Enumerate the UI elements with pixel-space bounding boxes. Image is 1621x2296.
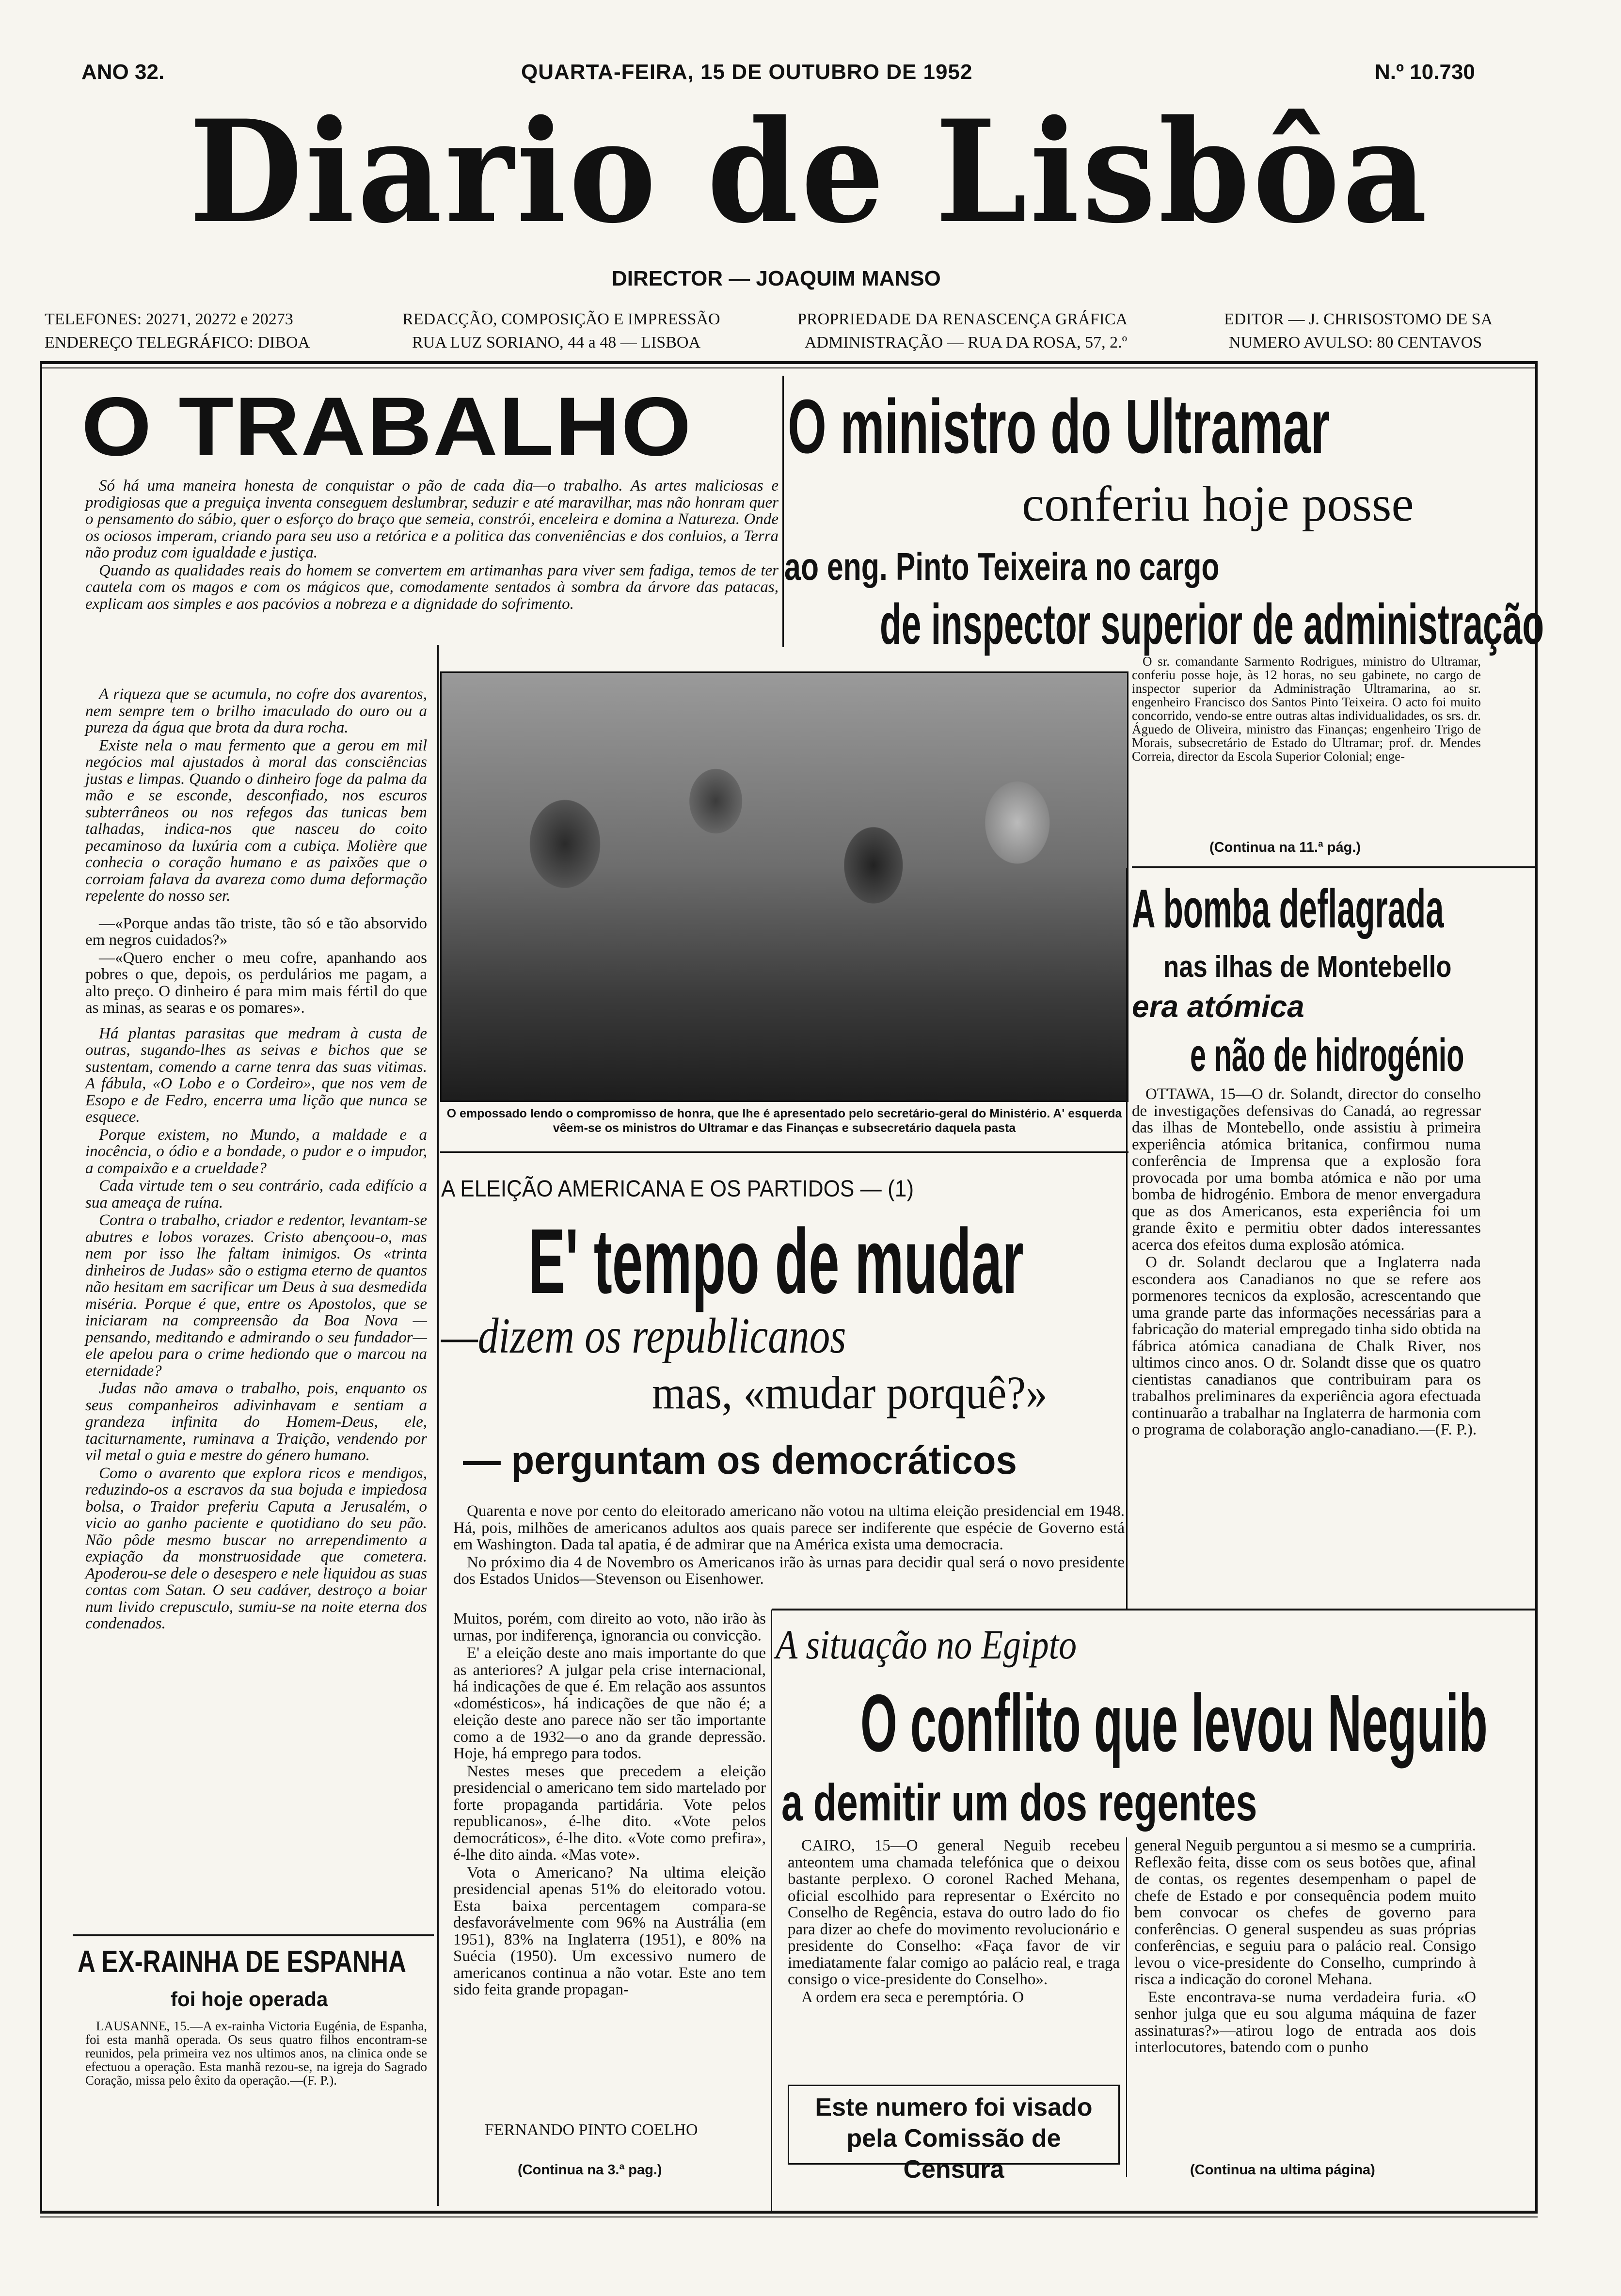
bomba-body bbox=[1132, 1086, 1481, 1439]
trabalho-p4: Existe nela o mau fermento que a gerou em mil negócios mal ajustados à moral das consciências justas e limpas. Quando o dinheiro foge da palma da mão e se esconde, desconfiado, nos escuros subterrâneos ou nos refegos das tunicas bem talhadas, indica-nos que nasceu do coito pecaminoso da luxúria com a cubiça. Molière que conhecia o coração humano e as paixões que o corroiam falava da avareza como duma deformação repelente do nosso ser. bbox=[85, 736, 427, 905]
eleicao-lead bbox=[453, 1503, 1125, 1589]
bomba-h1: A bomba deflagrada bbox=[1132, 878, 1444, 939]
ministro-continua: (Continua na 11.ª pág.) bbox=[1209, 840, 1361, 855]
eleicao-p4: Vota o Americano? Na ultima eleição presidencial apenas 51% do eleitorado votou. Esta baixa percentagem compara-se desfavorávelmente com 96% na Austrália (em 1951), 83% na Inglaterra (1951), e 80% na Suécia (1950). Um excessivo numero de americanos continua a não votar. Este ano tem sido feita grande propagan- bbox=[453, 1864, 766, 1998]
frame-bottom bbox=[40, 2211, 1538, 2214]
eleicao-p1: Muitos, porém, com direito ao voto, não irão às urnas, por indiferença, ignorancia ou convicção. bbox=[453, 1610, 766, 1644]
trabalho-p11: Judas não amava o trabalho, pois, enquanto os seus companheiros adivinhavam e sentiam a grandeza infinita do Homem-Deus, ele, taciturnamente, ruminava a Traição, vendendo por vil metal o guia e mestre do género humano. bbox=[85, 1380, 427, 1464]
eleicao-p3: Nestes meses que precedem a eleição presidencial o americano tem sido martelado por forte propaganda partidária. Vote pelos republicanos», é-lhe dito. «Vote pelos democráticos», é-lhe dito. «Vote como prefira», é-lhe dito ainda. «Mas vote». bbox=[453, 1762, 766, 1864]
frame-top bbox=[40, 361, 1538, 364]
egipto-h1: O conflito que levou Neguib bbox=[860, 1677, 1488, 1769]
eleicao-kicker: A ELEIÇÃO AMERICANA E OS PARTIDOS — (1) bbox=[441, 1176, 914, 1202]
ministro-box-left bbox=[782, 376, 784, 647]
trabalho-p5: —«Porque andas tão triste, tão só e tão absorvido em negros cuidados?» bbox=[85, 914, 427, 949]
eleicao-continua: (Continua na 3.ª pag.) bbox=[518, 2162, 662, 2178]
egipto-col1 bbox=[788, 1837, 1120, 2007]
trabalho-headline: O TRABALHO bbox=[81, 380, 692, 473]
ministro-h1: O ministro do Ultramar bbox=[788, 384, 1330, 469]
ministro-h2: conferiu hoje posse bbox=[1022, 476, 1414, 532]
egipto-h2: a demitir um dos regentes bbox=[781, 1773, 1257, 1832]
ministro-caption: O empossado lendo o compromisso de honra, que lhe é apresentado pelo secretário-geral do Ministério. A' esquerda vêem-se os ministros do Ultramar e das Finanças e subsecretário daquela pasta bbox=[446, 1107, 1122, 1135]
rainha-subhead: foi hoje operada bbox=[171, 1988, 328, 2010]
caption-rule bbox=[440, 1151, 1128, 1153]
trabalho-p10: Contra o trabalho, criador e redentor, levantam-se abutres e lobos vorazes. Cristo abençoou-o, mas nem por isso lhe faltam inimigos. Os «trinta dinheiros de Judas» são o estigma eterno de quantos não hesitam em sacrificar um Deus à sua desmedida miséria. Porque é que, entre os Apostolos, que se iniciaram na compreensão da Boa Nova — pensando, meditando e admirando o seu fundador—ele apelou para o crime hediondo que o marcou na eternidade? bbox=[85, 1212, 427, 1380]
frame-top-2 bbox=[40, 367, 1538, 368]
info-rua-luz: RUA LUZ SORIANO, 44 a 48 — LISBOA bbox=[412, 334, 700, 351]
trabalho-p12: Como o avarento que explora ricos e mendigos, reduzindo-os a escravos da sua bojuda e impiedosa bolsa, o Traidor preferiu Caputa a Jerusalém, o vicio ao ganho paciente e quotidiano do seu pão. Não pôde mesmo buscar no arrependimento a expiação da monstruosidade que cometera. Apoderou-se dele o desespero e nele liquidou as suas contas com Satan. O seu cadáver, destroço a boiar num livido crepusculo, sumiu-se na noite eterna dos condenados. bbox=[85, 1464, 427, 1632]
eleicao-p2: E' a eleição deste ano mais importante do que as anteriores? A julgar pela crise internacional, há indicações de que é. Em relação aos assuntos «domésticos», há indicações de que não é; a eleição deste ano parece não ser tão importante como a de 1932—o ano da grande depressão. Hoje, há emprego para todos. bbox=[453, 1644, 766, 1762]
ministro-bottom-rule bbox=[1132, 866, 1535, 868]
info-administracao: ADMINISTRAÇÃO — RUA DA ROSA, 57, 2.º bbox=[805, 334, 1128, 351]
rainha-headline: A EX-RAINHA DE ESPANHA bbox=[78, 1944, 406, 1979]
eleicao-column bbox=[453, 1610, 766, 1999]
col-sep-left bbox=[437, 645, 439, 2206]
eleicao-h4: — perguntam os democráticos bbox=[463, 1438, 1017, 1483]
eleicao-author: FERNANDO PINTO COELHO bbox=[485, 2121, 698, 2139]
trabalho-p3: A riqueza que se acumula, no cofre dos avarentos, nem sempre tem o brilho imaculado do ouro ou a pureza da água que brota da dura rocha. bbox=[85, 686, 427, 736]
egipto-col2-p2: Este encontrava-se numa verdadeira furia. «O senhor julga que eu sou alguma máquina de fazer assinaturas?»—atirou logo de entrada aos dois interlocutores, batendo com o punho bbox=[1134, 1988, 1476, 2056]
censura-text: Este numero foi visado pela Comissão de Censura bbox=[815, 2093, 1093, 2184]
egipto-sep bbox=[771, 1610, 772, 2211]
info-telegraph: ENDEREÇO TELEGRÁFICO: DIBOA bbox=[45, 334, 310, 351]
rainha-rule bbox=[73, 1934, 434, 1936]
info-avulso: NUMERO AVULSO: 80 CENTAVOS bbox=[1229, 334, 1482, 351]
ministro-body: O sr. comandante Sarmento Rodrigues, ministro do Ultramar, conferiu posse hoje, às 12 horas, no seu gabinete, no cargo de inspector superior da Administração Ultramarina, ao sr. engenheiro Francisco dos Santos Pinto Teixeira. O acto foi muito concorrido, vendo-se entre outras altas individualidades, os srs. dr. Águedo de Oliveira, ministro das Finanças; engenheiro Trigo de Morais, subsecretário de Estado do Ultramar; prof. dr. Mendes Correia, director da Escola Superior Colonial; enge- bbox=[1132, 654, 1481, 764]
year-label: ANO 32. bbox=[81, 60, 165, 84]
egipto-top-rule bbox=[772, 1609, 1535, 1610]
trabalho-p8: Porque existem, no Mundo, a maldade e a inocência, o ódio e a bondade, o pudor e o impudor, a compaixão e a crueldade? bbox=[85, 1126, 427, 1177]
info-phones: TELEFONES: 20271, 20272 e 20273 bbox=[45, 310, 293, 328]
eleicao-h3: mas, «mudar porquê?» bbox=[652, 1367, 1048, 1419]
egipto-col1-p2: A ordem era seca e peremptória. O bbox=[801, 1988, 1024, 2006]
egipto-col1-p1: CAIRO, 15—O general Neguib recebeu anteontem uma chamada telefónica que o deixou bastante perplexo. O coronel Rached Mehana, oficial escolhido para representar o Exército no Conselho de Regência, estava do outro lado do fio para dizer ao chefe do movimento revolucionário e presidente do Conselho: «Faça favor de vir imediatamente falar comigo ao palácio real, e traga consigo o vice-presidente do Conselho». bbox=[788, 1837, 1120, 1988]
director-line: DIRECTOR — JOAQUIM MANSO bbox=[612, 267, 941, 290]
date-label: QUARTA-FEIRA, 15 DE OUTUBRO DE 1952 bbox=[521, 60, 973, 84]
egipto-col2 bbox=[1134, 1837, 1476, 2057]
ministro-h4: de inspector superior de administração bbox=[880, 592, 1544, 656]
trabalho-p2: Quando as qualidades reais do homem se convertem em artimanhas para viver sem fadiga, temos de ter cautela com os magos e com os mágicos que, comodamente sentados à sombra da árvore das patacas, explicam aos simples e aos pacóvios a nobreza e a dignidade do sofrimento. bbox=[85, 561, 779, 613]
info-propriedade: PROPRIEDADE DA RENASCENÇA GRÁFICA bbox=[797, 310, 1128, 328]
trabalho-p9: Cada virtude tem o seu contrário, cada edifício a sua ameaça de ruína. bbox=[85, 1177, 427, 1212]
egipto-col-sep bbox=[1126, 1837, 1127, 2177]
frame-left bbox=[40, 361, 42, 2213]
eleicao-lead2: No próximo dia 4 de Novembro os Americanos irão às urnas para decidir qual será o novo presidente dos Estados Unidos—Stevenson ou Eisenhower. bbox=[453, 1553, 1125, 1588]
egipto-col2-p1: general Neguib perguntou a si mesmo se a cumpriria. Reflexão feita, disse com os seus botões que, afinal de contas, os regentes desempenham o papel de chefe de Estado e por consequência podem muito bem convocar os chefes de governo para conferências. O general suspendeu as suas próprias conferências, e seguiu para o palácio real. Consigo levou o vice-presidente do Conselho, cumprindo à risca a indicação do coronel Mehana. bbox=[1134, 1837, 1476, 1988]
bomba-p2: O dr. Solandt declarou que a Inglaterra nada escondera aos Canadianos no que se refere aos pormenores tecnicos da explosão, acrescentando que uma grande parte das informações necessárias para a fabricação do material empregado tinha sido obtida na fábrica atómica canadiana de Chalk River, nos ultimos cinco anos. O dr. Solandt disse que os quatro cientistas canadianos que contribuiram para os trabalhos preliminares da experiência agora efectuada continuarão a trabalhar na Inglaterra de harmonia com o programa de colaboração anglo-canadiano.—(F. P.). bbox=[1132, 1254, 1481, 1438]
censura-box bbox=[788, 2085, 1120, 2184]
ministro-h3: ao eng. Pinto Teixeira no cargo bbox=[784, 545, 1220, 588]
trabalho-column bbox=[85, 686, 427, 1633]
bomba-h2: nas ilhas de Montebello bbox=[1163, 950, 1452, 984]
issue-number: N.º 10.730 bbox=[1375, 60, 1475, 84]
trabalho-p7: Há plantas parasitas que medram à custa de outras, sugando-lhes as seivas e bichos que se sustentam, comendo a carne tenra das suas vitimas. A fábula, «O Lobo e o Cordeiro», que nos vem de Esopo e de Fedro, encerra uma lição que nunca se esquece. bbox=[85, 1024, 427, 1126]
info-editor: EDITOR — J. CHRISOSTOMO DE SA bbox=[1224, 310, 1493, 328]
eleicao-h1: E' tempo de mudar bbox=[528, 1210, 1024, 1313]
bomba-sep bbox=[1126, 868, 1128, 1610]
bomba-h4: e não de hidrogénio bbox=[1190, 1029, 1464, 1081]
trabalho-intro bbox=[85, 478, 779, 613]
ministro-photo bbox=[440, 671, 1128, 1102]
trabalho-p6: —«Quero encher o meu cofre, apanhando aos pobres o que, depois, os perdulários me pagam, a alto preço. O dinheiro é para mim mais fértil do que as minas, as searas e os pomares». bbox=[85, 949, 427, 1017]
egipto-kicker: A situação no Egipto bbox=[776, 1621, 1077, 1668]
newspaper-title: Diario de Lisbôa bbox=[189, 90, 1430, 255]
trabalho-p1: Só há uma maneira honesta de conquistar o pão de cada dia—o trabalho. As artes maliciosas e prodigiosas que a preguiça inventa conseguem deslumbrar, seduzir e até maravilhar, mas não honram quer o pensamento do sábio, quer o esforço do braço que semeia, constrói, enceleira e domina a Natureza. Onde os ociosos imperam, criando para seu uso a retórica e a politica das conveniências e dos conluios, a Terra não produz com igualdade e justiça. bbox=[85, 477, 779, 561]
rainha-body: LAUSANNE, 15.—A ex-rainha Victoria Eugénia, de Espanha, foi esta manhã operada. Os seus quatro filhos encontram-se reunidos, pela primeira vez nos ultimos anos, na clinica onde se efectuou a operação. Esta manhã rezou-se, na igreja do Sagrado Coração, missa pelo êxito da operação.—(F. P.). bbox=[85, 2019, 427, 2088]
frame-bottom-2 bbox=[40, 2216, 1538, 2217]
eleicao-h2: —dizem os republicanos bbox=[441, 1308, 846, 1364]
eleicao-lead1: Quarenta e nove por cento do eleitorado americano não votou na ultima eleição presidencial em 1948. Há, pois, milhões de americanos adultos aos quais parece ser indiferente que espécie de Governo está em Washington. Dada tal apatia, é de admirar que na América exista uma democracia. bbox=[453, 1502, 1125, 1553]
bomba-h3: era atómica bbox=[1132, 989, 1304, 1024]
info-redaccao: REDACÇÃO, COMPOSIÇÃO E IMPRESSÃO bbox=[402, 310, 720, 328]
bomba-p1: OTTAWA, 15—O dr. Solandt, director do conselho de investigações defensivas do Canadá, ao regressar das ilhas de Montebello, onde assistiu à primeira experiência atómica britanica, confirmou numa conferência de Imprensa que a explosão fora provocada por uma bomba atómica e não por uma bomba de hidrogénio. Embora de menor envergadura que as dos Americanos, esta experiência foi um grande êxito e permitiu obter dados interessantes acerca dos efeitos duma explosão atómica. bbox=[1132, 1085, 1481, 1254]
egipto-continua: (Continua na ultima página) bbox=[1190, 2162, 1375, 2178]
